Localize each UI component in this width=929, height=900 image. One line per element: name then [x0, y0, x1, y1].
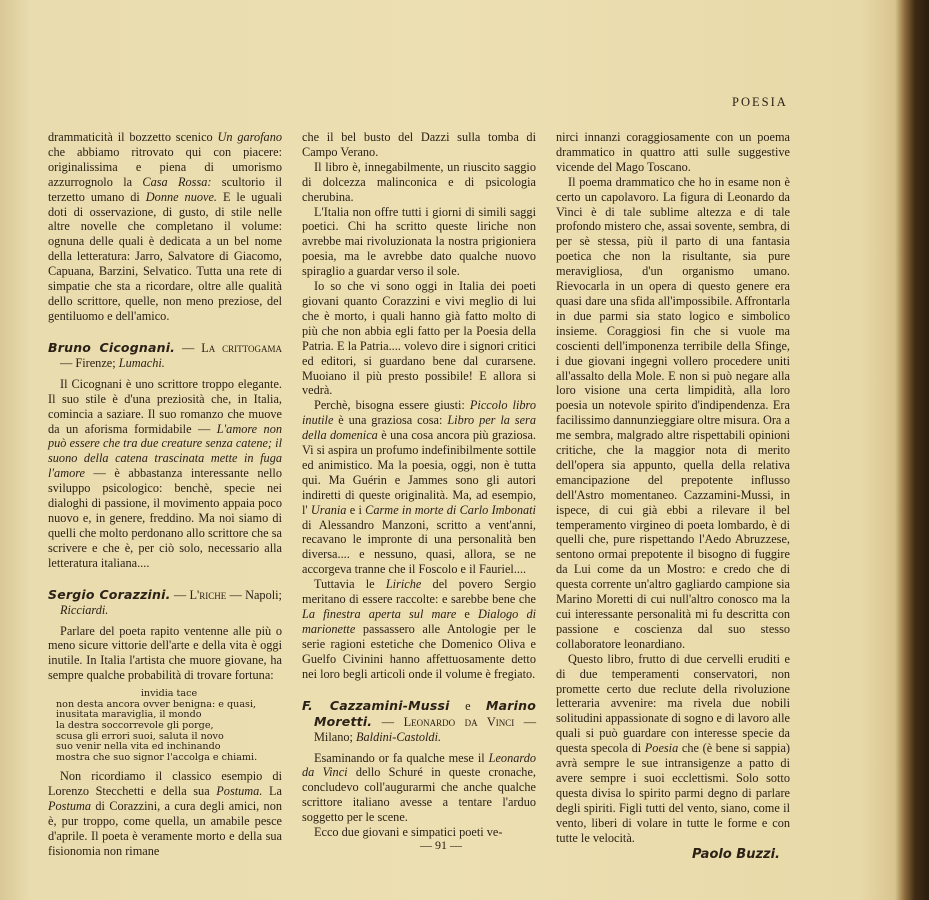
italic-text: Piccolo libro inutile: [302, 398, 537, 428]
italic-text: L'amore non può essere che tra due creature senza catene; il suono della catena trascinata mette in fuga l'amore: [48, 421, 283, 481]
text-run: — Napoli;: [226, 587, 282, 602]
paragraph: [302, 577, 536, 681]
italic-text: Leonardo da Vinci: [302, 750, 536, 780]
text-run: nirci innanzi coraggiosamente con un poema drammatico in quattro atti sulle suggestive vicende del Mago Toscano.: [556, 130, 790, 174]
paragraph: [48, 624, 282, 684]
text-run: passassero alle Antologie per le serie ragioni estetiche che Domenico Oliva e Guelfo Civinini hanno affettuosamente detto nei loro begli articoli onde il volume è fregiato.: [302, 621, 536, 681]
italic-text: Postuma: [48, 799, 92, 814]
italic-text: Baldini-Castoldi.: [356, 729, 442, 744]
verse-line: suo venir nella vita ed inchinando: [56, 741, 221, 753]
text-run: — Firenze;: [60, 355, 119, 370]
italic-text: Dialogo di marionette: [302, 607, 537, 636]
review-heading: [48, 340, 282, 371]
paragraph: [302, 398, 536, 577]
text-run: Tuttavia le: [314, 577, 386, 592]
paragraph: [48, 130, 282, 324]
text-run: La: [262, 784, 282, 799]
verse-line: mostra che suo signor l'accolga e chiami.: [56, 751, 258, 763]
text-run: Esaminando or fa qualche mese il: [314, 750, 489, 765]
text-run: Il Cicognani è uno scrittore troppo elegante. Il suo stile è d'una preziosità che, in Italia, comincia a saziare. Il suo romanzo che muove da un aforisma formidabile —: [48, 376, 282, 436]
text-run: L'Italia non offre tutti i giorni di simili saggi poetici. Chi ha scritto queste liriche non avrebbe mai rivoluzionata la nostra prigioniera poesia, ma le avrebbe dato qualche nuovo spiraglio a guardar verso il sole.: [302, 204, 536, 279]
verse-line: invidia tace: [140, 688, 198, 700]
italic-text: Casa Rossa:: [142, 174, 212, 189]
text-run: che abbiamo ritrovato qui con piacere: originalissima e piena di umorismo azzurrognolo la: [48, 144, 282, 189]
paragraph: [556, 130, 790, 175]
verse-line: la destra soccorrevole gli porge,: [56, 719, 214, 731]
text-run: —: [372, 714, 404, 729]
text-run: è una graziosa cosa:: [333, 413, 448, 428]
column-3: [556, 130, 790, 862]
book-title: La crittogama: [201, 340, 282, 355]
paragraph: [302, 160, 536, 205]
text-run: —: [170, 587, 190, 602]
column-2: [302, 130, 536, 840]
text-run: che il bel busto del Dazzi sulla tomba di Campo Verano.: [302, 130, 536, 159]
text-run: e i: [346, 502, 366, 517]
italic-text: Liriche: [385, 577, 422, 592]
book-title: Leonardo da Vinci: [403, 714, 515, 729]
text-run: Perchè, bisogna essere giusti:: [314, 398, 470, 413]
italic-text: Donne nuove.: [145, 189, 217, 204]
text-run: Io so che vi sono oggi in Italia dei poeti giovani quanto Corazzini e vivi meglio di lui che è morto, i quali hanno già fatto molto di più che non abbia egli fatto per la Poesia della Patria. E la Patria.... volevo dire i signori critici ed editori, si guardano bene dal curarsene. Muoiano il più presto possibile! E allora si vedrà.: [302, 279, 536, 398]
verse-line: non desta ancora ovver benigna: e quasi,: [56, 698, 257, 710]
paragraph: [302, 205, 536, 280]
text-run: Il libro è, innegabilmente, un riuscito saggio di dolcezza malinconica e di psicologia cherubina.: [302, 159, 536, 204]
review-heading: [48, 587, 282, 618]
text-run: di Corazzini, a cura degli amici, non è, pur troppo, come quella, un amabile pesce d'aprile. Il poeta è veramente morto e della sua fisionomia non rimane: [48, 799, 282, 858]
text-run: —: [175, 340, 202, 355]
text-run: — Milano;: [314, 714, 537, 744]
paragraph: [302, 751, 536, 826]
italic-text: Postuma.: [216, 784, 263, 799]
text-run: è una cosa ancora più graziosa. Vi si aspira un profumo indefinibilmente sottile ed animistico. Ma la poesia, oggi, non è tutta qui. Ma Guérin e Jammes sono gli autori indiretti di queste originalità. Ma, ad esempio, l': [302, 428, 536, 517]
italic-text: Urania: [310, 502, 347, 517]
text-run: Non ricordiamo il classico esempio di Lorenzo Stecchetti e della sua: [48, 769, 282, 799]
review-heading: [302, 698, 536, 745]
section-header: POESIA: [732, 95, 788, 109]
paragraph: [302, 825, 536, 840]
paragraph: [556, 652, 790, 846]
text-run: — è abbastanza interessante nello sviluppo psicologico: benchè, specie nei dialoghi di passione, il movimento appaia poco nuovo e, in genere, freddino. Ma noi siamo di quelli che molto perdonano allo scrittore che sa scrivere e che è, per ciò solo, necessario alla letteratura italiana....: [48, 466, 282, 570]
text-run: Ecco due giovani e simpatici poeti ve-: [314, 825, 503, 840]
author-name: F. Cazzamini-Mussi: [302, 697, 450, 713]
text-run: scultorio il terzetto umano di: [48, 174, 282, 204]
author-name: Sergio Corazzini.: [48, 586, 171, 602]
italic-text: Libro per la sera della domenica: [302, 413, 536, 443]
text-run: E le uguali doti di osservazione, di gusto, di stile nelle altre novelle che completano il volume: ognuna delle quali è dedicata a un bel nome della letteratura: Jarro, Salvatore di Giacomo, Capuana, Barzini, Selvatico. Tutta una rete di simpatie che sta a ricordare, oltre alle qualità dello scrittore, quelle, non meno preziose, del gentiluomo e dell'amico.: [48, 189, 282, 323]
verse-line: scusa gli errori suoi, saluta il novo: [56, 730, 224, 742]
page-number: — 91 —: [420, 838, 462, 852]
author-name: Bruno Cicognani.: [48, 339, 176, 355]
author-name: Marino Moretti.: [314, 697, 537, 729]
verse-line: inusitata maraviglia, il mondo: [56, 709, 202, 721]
italic-text: Lumachi.: [118, 355, 165, 370]
text-run: Questo libro, frutto di due cervelli eruditi e di due temperamenti conservatori, non promette certo due reclute della rivoluzione letteraria avvenire: ma rivela due nobili solitudini appassionate di sogno e di lavoro alle quali si può guardare con interesse specie da questa specola di: [556, 651, 790, 756]
signature: Paolo Buzzi.: [691, 846, 780, 862]
italic-text: Ricciardi.: [60, 602, 109, 617]
paragraph: [556, 175, 790, 652]
paragraph: [48, 769, 282, 858]
column-1: [48, 130, 282, 859]
italic-text: Poesia: [644, 741, 679, 756]
italic-text: Un garofano: [217, 130, 282, 144]
text-run: che (è bene si sappia) avrà sempre le sue intransigenze a patto di avere sempre i suoi ecclettismi. Solo sotto questa divisa lo spirito parmi degno di parlare degli spiriti. Figli tutti del vento, siano, come il vento, liberi di volare in tutte le forme e con tutte le velocità.: [556, 741, 790, 845]
verse-quote: [56, 689, 282, 763]
italic-text: Carme in morte di Carlo Imbonati: [365, 502, 536, 517]
paragraph: [302, 279, 536, 398]
text-run: e: [449, 698, 486, 713]
italic-text: La finestra aperta sul mare: [302, 607, 457, 621]
text-run: Parlare del poeta rapito ventenne alle più o meno sicure vittorie dell'arte e della vita è oggi inutile. In Italia l'artista che muore giovane, ha sempre qualche probabilità di trovare fortuna:: [48, 623, 282, 683]
text-run: Il poema drammatico che ho in esame non è certo un capolavoro. La figura di Leonardo da Vinci è di tale sublime altezza e di tale profondo mistero che, assai sovente, sembra, di per sè stessa, più il parto di una fantasia poetica che non la risultante, sia pure meravigliosa, d'un organismo umano. Rievocarla in un opera di questo genere era quasi dare una sfida all'impossibile. Affrontarla in due parmi sia stato logico e simbolico insieme. Coraggiosi fin che si vuole ma coscienti dell'imponenza terribile della Sfinge, i due giovani ingegni vollero procedere uniti all'assalto della Mole. E non si può negare alla loro visione una certa limpidità, alla loro poesia un notevole spirito d'indipendenza. Era facilissimo dannunzieggiare oltre misura. Ora a me sembra, malgrado altre rispettabili opinioni critiche, che la maggior nota di merito dell'opera sia appunto, quella della relativa emancipazione del prepotente influsso dell'Astro momentaneo. Cazzamini-Mussi, in ispece, di cui già ebbi a rilevare il bel temperamento virgineo di poeta lombardo, è di quelli che, pure rispettando l'Aedo Abruzzese, sentono ormai prepotente il bisogno di fuggire da Lui come da un Mostro: e credo che di questa corrente un'altro gagliardo campione sia Marino Moretti di cui null'altro conosco ma la cui interessante personalità mi fu descritta con passione e coscienza dal suo stesso collaboratore leonardiano.: [556, 174, 790, 651]
text-run: e: [456, 607, 479, 621]
paragraph: [302, 130, 536, 160]
text-run: di Alessandro Manzoni, scritto a vent'anni, recavano le impronte di una personalità ben diversa.... e nessuno, quasi, allora, se ne accorgeva tranne che il Foscolo e il Fauriel....: [302, 517, 536, 577]
text-run: drammaticità il bozzetto scenico: [48, 130, 218, 144]
book-title: L'riche: [189, 587, 227, 602]
text-run: dello Schuré in queste cronache, concludevo coll'augurarmi che anche qualche scrittore italiano avesse a tentare l'arduo soggetto per le scene.: [302, 765, 536, 825]
text-run: del povero Sergio meritano di essere raccolte: e sarebbe bene che: [302, 577, 536, 607]
paragraph: [48, 377, 282, 571]
